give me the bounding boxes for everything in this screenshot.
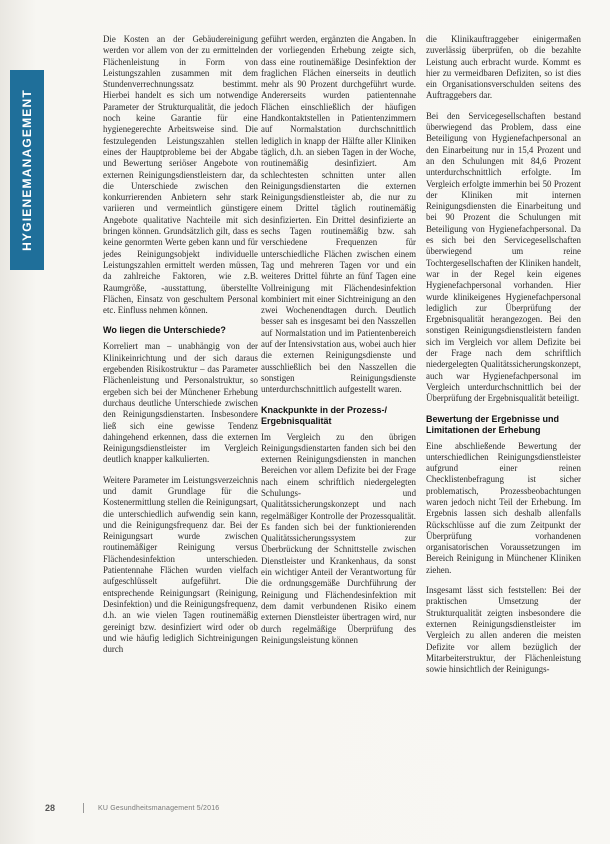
- publication-source: KU Gesundheitsmanagement 5/2016: [98, 804, 220, 812]
- section-label-text: HYGIENEMANAGEMENT: [20, 89, 34, 251]
- paragraph: Bei den Servicegesellschaften bestand überwiegend das Problem, dass eine Beteiligung von Hygienefachpersonal an den Einarbeitung nur in 15,4 Prozent und an den Schulungen mit 84,6 Prozent unterdurchschnittlich erfolgte. Im Vergleich erfolgte immerhin bei 50 Prozent der Kliniken mit internen Reinigungsdiensten die Einarbeitung und bei 90 Prozent die Schulungen mit Beteiligung von Hygienefachpersonal. Da es sich bei den Servicegesellschaften überwiegend um reine Tochtergesellschaften der Kliniken handelt, war in der Regel kein eigenes Hygienefachpersonal vorhanden. Hier wurde klinikeigenes Hygienefachpersonal lediglich zur Überprüfung der Ergebnisqualität herangezogen. Bei den sonstigen Reinigungsdienstleistern fanden sich im Vergleich vor allem Defizite bei der Frage nach dem schriftlich niedergelegten Qualitätssicherungskonzept, auch war Hygienefachpersonal im Vergleich unterdurchschnittlich bei der Überprüfung der Ergebnisqualität beteiligt.: [426, 110, 581, 404]
- paragraph: Weitere Parameter im Leistungsverzeichnis und damit Grundlage für die Kostenermittlung stellen die Reinigungsart, die unterschiedlich aufwendig sein kann, und die Reinigungsfrequenz dar. Bei der Reinigungsart wurde zwischen routinemäßiger Reinigung versus Flächendesinfektion unterschieden. Patientennahe Flächen wurden vielfach aufgeschlüsselt aufgeführt. Die entsprechende Reinigungsart (Reinigung, Desinfektion) und die Reinigungsfrequenz, d.h. an wie vielen Tagen routinemäßig gereinigt bzw. desinfiziert wird oder ob und wie häufig lediglich Sichtreinigungen durch: [103, 474, 258, 655]
- paragraph: Insgesamt lässt sich feststellen: Bei der praktischen Umsetzung der Strukturqualität zeigten insbesondere die externen Reinigungsdienstleister im Vergleich zu allen anderen die meisten Defizite vor allem bezüglich der Mitarbeiterstruktur, der Flächenleistung sowie hinsichtlich der Reinigungs-: [426, 585, 581, 675]
- column-3: [426, 34, 581, 684]
- column-1: [103, 34, 258, 664]
- column-2: [261, 34, 416, 655]
- section-heading: Knackpunkte in der Prozess-/ Ergebnisqualität: [261, 404, 388, 426]
- paragraph: Korreliert man – unabhängig von der Klinikeinrichtung und der sich daraus ergebenden Risikostruktur – das Parameter Flächenleistung und Personalstruktur, so ergeben sich bei der Münchener Erhebung durchaus deutliche Unterschiede zwischen den Reinigungsdienstarten. Insbesondere ließ sich eine gewisse Tendenz dahingehend erkennen, dass die externen Reinigungsdienstleister im Vergleich deutlich knapper kalkulierten.: [103, 341, 258, 465]
- footer-divider: [83, 803, 84, 813]
- paragraph: Eine abschließende Bewertung der unterschiedlichen Reinigungsdienstleister aufgrund einer reinen Checklistenbefragung ist sicher problematisch, Prozessbeobachtungen waren jedoch nicht Teil der Erhebung. Im Ergebnis lassen sich deshalb allenfalls Rückschlüsse auf die zum Zeitpunkt der Überprüfung vorhandenen organisatorischen Voraussetzungen im Bereich Reinigung in Münchener Kliniken ziehen.: [426, 440, 581, 575]
- section-label: [10, 70, 44, 270]
- paragraph: Die Kosten an der Gebäudereinigung werden vor allem von der zu ermittelnden Flächenleistung in Form von Leistungszahlen zusammen mit dem Stundenverrechnungssatz bestimmt. Hierbei handelt es sich um notwendige Parameter der Strukturqualität, die jedoch noch keine Garantie für eine hygienegerechte Arbeitsweise sind. Die festzulegenden Leistungszahlen stellen eines der Hauptprobleme bei der Abgabe und Bewertung seriöser Angebote von externen Reinigungsdienstleistern dar, da die Unterschiede zwischen den konkurrierenden Anbietern sehr stark variieren und vermeintlich günstigere Angebote qualitative Nachteile mit sich bringen können. Grundsätzlich gilt, dass es keine genormten Werte geben kann und für jedes Reinigungsobjekt individuelle Leistungszahlen ermittelt werden müssen, da zahlreiche Faktoren, wie z.B. Raumgröße, -ausstattung, überstellte Flächen, Einsatz von geschultem Personal etc. Einfluss nehmen können.: [103, 34, 258, 316]
- paragraph: geführt werden, ergänzten die Angaben. In der vorliegenden Erhebung zeigte sich, dass eine routinemäßige Desinfektion der fraglichen Flächen einerseits in deutlich mehr als 90 Prozent durchgeführt wurde. Andererseits wurden patientennahe Flächen einschließlich der häufigen Handkontaktstellen in Patientenzimmern auf Normalstation durchschnittlich lediglich in knapp der Hälfte aller Kliniken täglich, d.h. an sieben Tagen in der Woche, routinemäßig desinfiziert. Am schlechtesten schnitten unter allen Reinigungsdienstarten die externen Reinigungsdienstleister ab, die nur zu einem Drittel täglich routinemäßig desinfizierten. Ein Drittel desinfizierte an sechs Tagen routinemäßig bzw. sah verschiedene Frequenzen für unterschiedliche Flächen zwischen einem Tag und mehreren Tagen vor und ein weiteres Drittel führte an fünf Tagen eine Vollreinigung mit Flächendesinfektion kombiniert mit einer Sichtreinigung an den zwei Wochenendtagen durch. Deutlich besser sah es insgesamt bei den Nasszellen auf Normalstation und im Patientenbereich auf der Intensivstation aus, wobei auch hier die externen Reinigungsdienste und ausschließlich bei den Nasszellen die sonstigen Reinigungsdienste unterdurchschnittlich aufgestellt waren.: [261, 34, 416, 395]
- section-heading: Bewertung der Ergebnisse und Limitationen der Erhebung: [426, 413, 560, 435]
- page-footer: [45, 803, 219, 813]
- section-heading: Wo liegen die Unterschiede?: [103, 325, 226, 336]
- page-number: 28: [45, 803, 56, 813]
- paragraph: Im Vergleich zu den übrigen Reinigungsdienstarten fanden sich bei den externen Reinigungsdiensten in manchen Bereichen vor allem Defizite bei der Frage nach einem schriftlich niedergelegten Schulungs- und Qualitätssicherungskonzept und nach regelmäßiger Kontrolle der Prozessqualität. Es fanden sich bei der funktionierenden Qualitätssicherungssystem zur Überbrückung der Schnittstelle zwischen Dienstleister und Krankenhaus, da sonst ein wichtiger Anteil der Verantwortung für die ordnungsgemäße Durchführung der Reinigung und Flächendesinfektion mit dem damit verbundenen Risiko einem externen Dienstleister übertragen wird, nur durch regelmäßige Überprüfung des Reinigungsleistung können: [261, 431, 416, 645]
- paragraph: die Klinikauftraggeber einigermaßen zuverlässig überprüfen, ob die bezahlte Leistung auch erbracht wurde. Kommt es hier zu vermeidbaren Defiziten, so ist dies ein Organisationsverschulden seitens des Auftraggebers dar.: [426, 34, 581, 101]
